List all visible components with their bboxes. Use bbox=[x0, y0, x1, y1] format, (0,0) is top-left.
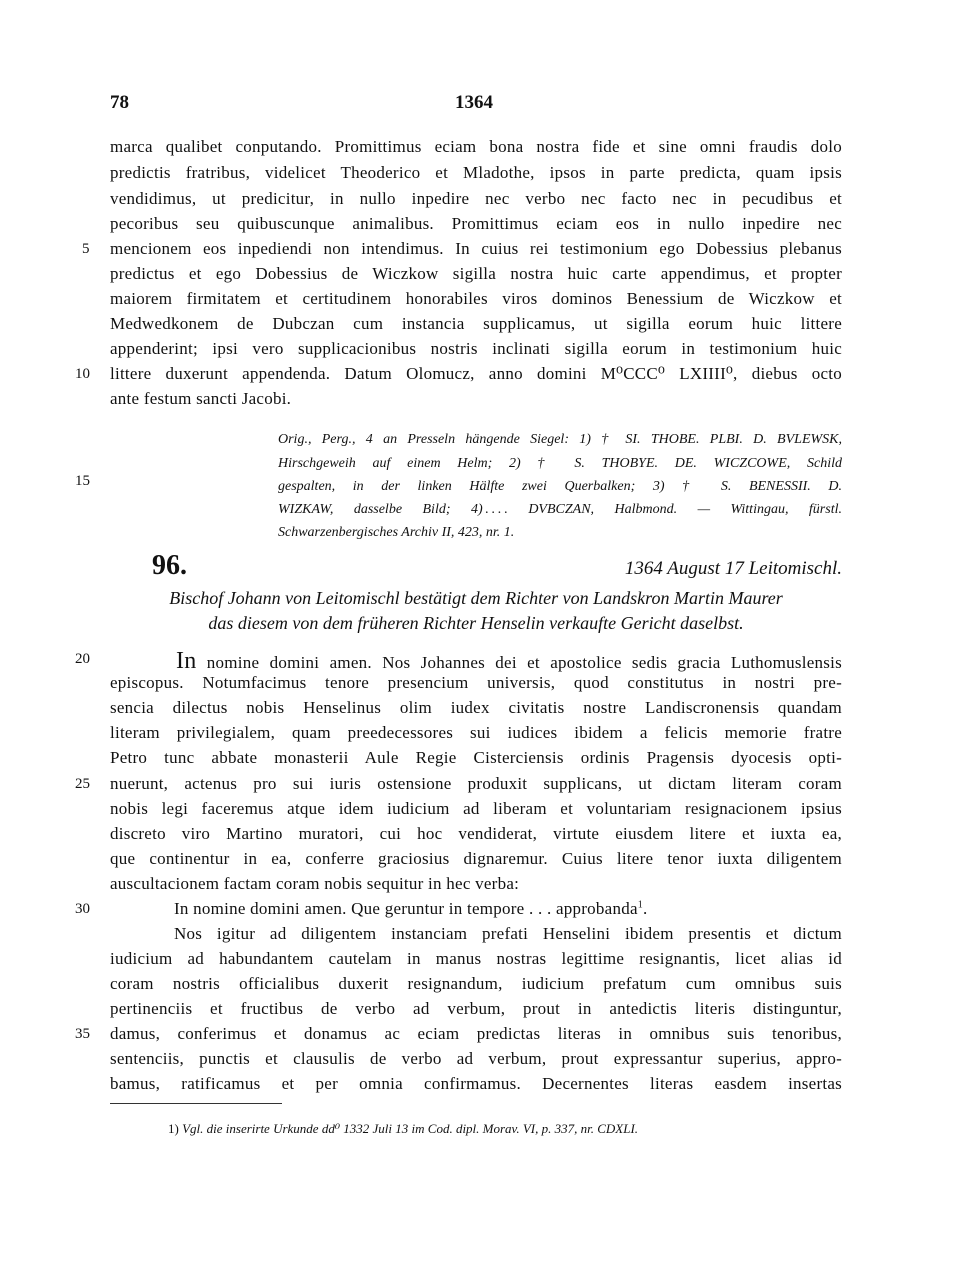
text-line: pertinenciis et fructibus de verbo ad verbum, prout in antedictis literis distinguntur, bbox=[110, 999, 842, 1018]
text-line: mencionem eos inpediendi non intendimus. In cuius rei testimonium ego Dobessius plebanus bbox=[110, 239, 842, 258]
footnote-text: Vgl. die inserirte Urkunde dd⁰ 1332 Juli 13 im Cod. dipl. Morav. VI, p. 337, nr. CDXLI. bbox=[182, 1121, 639, 1136]
text-line: pecoribus seu quibuscunque animalibus. Promittimus eciam eos in nullo inpedire nec bbox=[110, 214, 842, 233]
text-line: auscultacionem factam coram nobis sequitur in hec verba: bbox=[110, 874, 520, 893]
page-number: 78 bbox=[110, 92, 129, 113]
line-number: 15 bbox=[75, 473, 90, 489]
text-line: nuerunt, actenus pro sui iuris ostensione produxit supplicans, ut dictam literam coram bbox=[110, 774, 842, 793]
text-line: bamus, ratificamus et per omnia confirmamus. Decernentes literas easdem insertas bbox=[110, 1074, 842, 1093]
text-line bbox=[110, 648, 842, 675]
inserted-document-line bbox=[110, 899, 906, 919]
note-line: Orig., Perg., 4 an Presseln hängende Siegel: 1) † SI. THOBE. PLBI. D. BVLEWSK, bbox=[278, 432, 842, 447]
text-line: ante festum sancti Jacobi. bbox=[110, 389, 292, 408]
text-line: Medwedkonem de Dubczan cum instancia supplicamus, ut sigilla eorum huic littere bbox=[110, 314, 842, 333]
text-line: predictus et ego Dobessius de Wiczkow sigilla nostra huic carte appendimus, et propter bbox=[110, 264, 842, 283]
line-number: 30 bbox=[75, 901, 90, 917]
document-summary-line: das diesem von dem früheren Richter Henselin verkaufte Gericht daselbst. bbox=[208, 613, 744, 633]
footnote bbox=[168, 1121, 848, 1137]
footnote-reference[interactable]: 1 bbox=[637, 899, 644, 911]
footnote-mark: 1) bbox=[168, 1121, 179, 1136]
text-line: que continentur in ea, conferre graciosius dignaremur. Cuius litere tenor iuxta diligentem bbox=[110, 849, 842, 868]
line-number: 10 bbox=[75, 366, 90, 382]
text-line: Petro tunc abbate monasterii Aule Regie Cisterciensis ordinis Pragensis dyocesis opti- bbox=[110, 748, 842, 767]
running-head-year: 1364 bbox=[455, 92, 493, 113]
line-number: 20 bbox=[75, 651, 90, 667]
text-line: sentenciis, punctis et clausulis de verbo ad verbum, prout expressantur superius, appro- bbox=[110, 1049, 842, 1068]
note-line: Hirschgeweih auf einem Helm; 2) † S. THOBYE. DE. WICZCOWE, Schild bbox=[278, 456, 842, 471]
text-line: episcopus. Notumfacimus tenore presencium universis, quod constitutus in nostri pre- bbox=[110, 673, 842, 692]
text-line: appenderint; ipsi vero supplicacionibus nostris inclinati sigilla eorum in testimonium huic bbox=[110, 339, 842, 358]
text-line: sencia dilectus nobis Henselinus olim iudex civitatis nostre Landiscronensis quandam bbox=[110, 698, 842, 717]
line-number: 5 bbox=[82, 241, 90, 257]
text-line: discreto viro Martino muratori, cui hoc vendiderat, virtute eiusdem litere et iuxta ea, bbox=[110, 824, 842, 843]
note-line: gespalten, in der linken Hälfte zwei Querbalken; 3) † S. BENESSII. D. bbox=[278, 479, 842, 494]
text-line: iudicium ad habundantem cautelam in manus nostras legittime resignantis, licet alias id bbox=[110, 949, 842, 968]
footnote-rule bbox=[110, 1103, 282, 1104]
text-line: littere duxerunt appendenda. Datum Olomucz, anno domini M⁰CCC⁰ LXIIII⁰, diebus octo bbox=[110, 364, 842, 383]
note-line: WIZKAW, dasselbe Bild; 4) . . . . DVBCZAN, Halbmond. — Wittingau, fürstl. bbox=[278, 502, 842, 517]
text-line: literam privilegialem, quam preedecessores sui iudices ibidem a felicis memorie fratre bbox=[110, 723, 842, 742]
text-line-rest: nomine domini amen. Nos Johannes dei et apostolice sedis gracia Luthomuslensis bbox=[196, 653, 842, 672]
text-line: damus, conferimus et donamus ac eciam predictas literas in omnibus suis tenoribus, bbox=[110, 1024, 842, 1043]
line-number: 35 bbox=[75, 1026, 90, 1042]
note-line: Schwarzenbergisches Archiv II, 423, nr. 1. bbox=[278, 525, 515, 540]
text-line: coram nostris officialibus duxerit resignandum, iudicium prefatum cum omnibus suis bbox=[110, 974, 842, 993]
text-line: nobis legi faceremus atque idem iudicium ad liberam et voluntariam resignacionem ipsius bbox=[110, 799, 842, 818]
inserted-document-text: In nomine domini amen. Que geruntur in tempore . . . approbanda bbox=[174, 899, 638, 918]
document-date-place: 1364 August 17 Leitomischl. bbox=[624, 558, 842, 579]
text-line: predictis fratribus, videlicet Theoderico et Mladothe, ipsos in parte predicta, quam ipsis bbox=[110, 163, 842, 182]
text-line: Nos igitur ad diligentem instanciam prefati Henselini ibidem presentis et dictum bbox=[174, 924, 842, 943]
line-number: 25 bbox=[75, 776, 90, 792]
document-number: 96. bbox=[152, 550, 187, 581]
text-line: marca qualibet conputando. Promittimus eciam bona nostra fide et sine omni fraudis dolo bbox=[110, 137, 842, 156]
document-summary-line: Bischof Johann von Leitomischl bestätigt dem Richter von Landskron Martin Maurer bbox=[169, 588, 783, 608]
initial-letter: In bbox=[176, 648, 197, 674]
text-line: maiorem firmitatem et certitudinem honorabiles viros dominos Benessium de Wiczkow et bbox=[110, 289, 842, 308]
text-line: vendidimus, ut predicitur, in nullo inpedire nec verbo nec facto nec in pecudibus et bbox=[110, 189, 842, 208]
inserted-document-end: . bbox=[643, 899, 648, 918]
